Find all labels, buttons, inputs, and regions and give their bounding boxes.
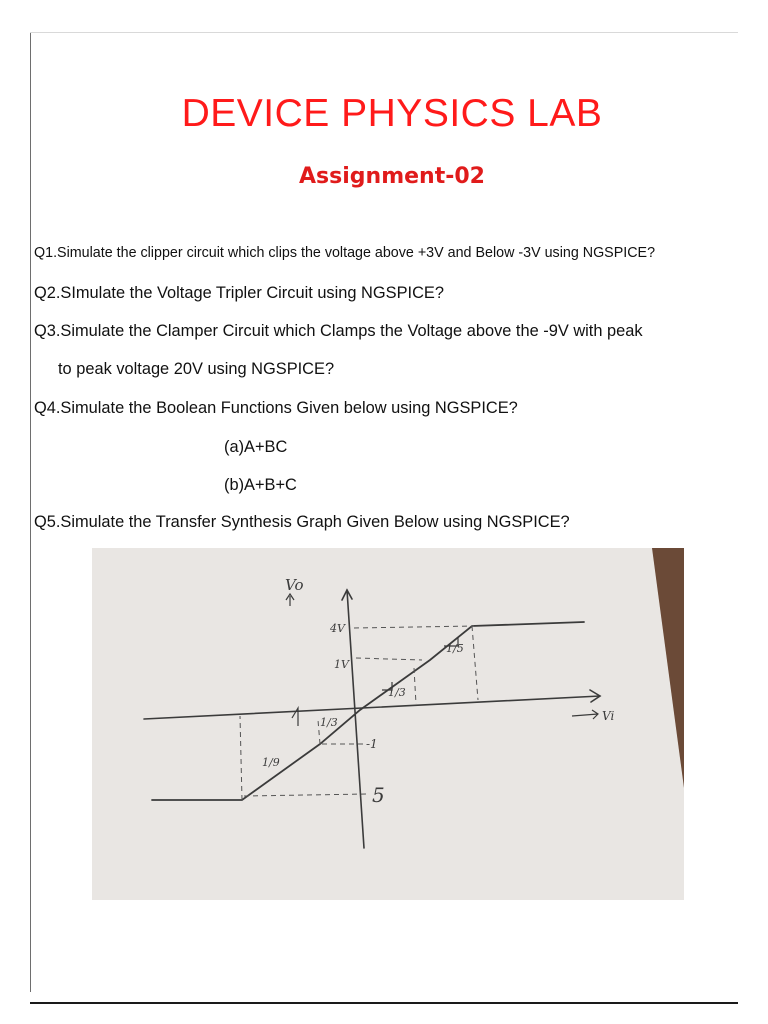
page-bottom-rule (30, 1002, 738, 1004)
question-4-option-a: (a)A+BC (224, 438, 288, 456)
page-top-border (30, 32, 738, 33)
tick-label-neg5: 5 (372, 783, 385, 807)
slope-label-bottom: 1/9 (262, 756, 280, 769)
question-4: Q4.Simulate the Boolean Functions Given below using NGSPICE? (34, 399, 518, 417)
question-3-line-1: Q3.Simulate the Clamper Circuit which Clamps the Voltage above the -9V with peak (34, 322, 643, 340)
question-3-line-2: to peak voltage 20V using NGSPICE? (58, 360, 335, 378)
assignment-subtitle: Assignment-02 (299, 164, 485, 189)
x-axis-label: Vi (602, 709, 615, 723)
transfer-characteristic-photo (92, 548, 684, 900)
tick-label-neg1: -1 (366, 737, 378, 751)
paper-sheet (92, 548, 684, 900)
slope-label-mid-upper: 1/3 (388, 686, 406, 699)
tick-label-1v: 1V (334, 658, 349, 671)
question-5: Q5.Simulate the Transfer Synthesis Graph Given Below using NGSPICE? (34, 513, 570, 531)
question-2: Q2.SImulate the Voltage Tripler Circuit using NGSPICE? (34, 284, 444, 302)
y-axis-label: Vo (285, 576, 304, 594)
slope-label-top: 1/5 (446, 642, 464, 655)
question-1: Q1.Simulate the clipper circuit which clips the voltage above +3V and Below -3V using NGSPICE? (34, 245, 656, 261)
slope-label-mid-lower: 1/3 (320, 716, 338, 729)
tick-label-4v: 4V (330, 622, 345, 635)
document-title: DEVICE PHYSICS LAB (181, 92, 603, 135)
question-4-option-b: (b)A+B+C (224, 476, 297, 494)
